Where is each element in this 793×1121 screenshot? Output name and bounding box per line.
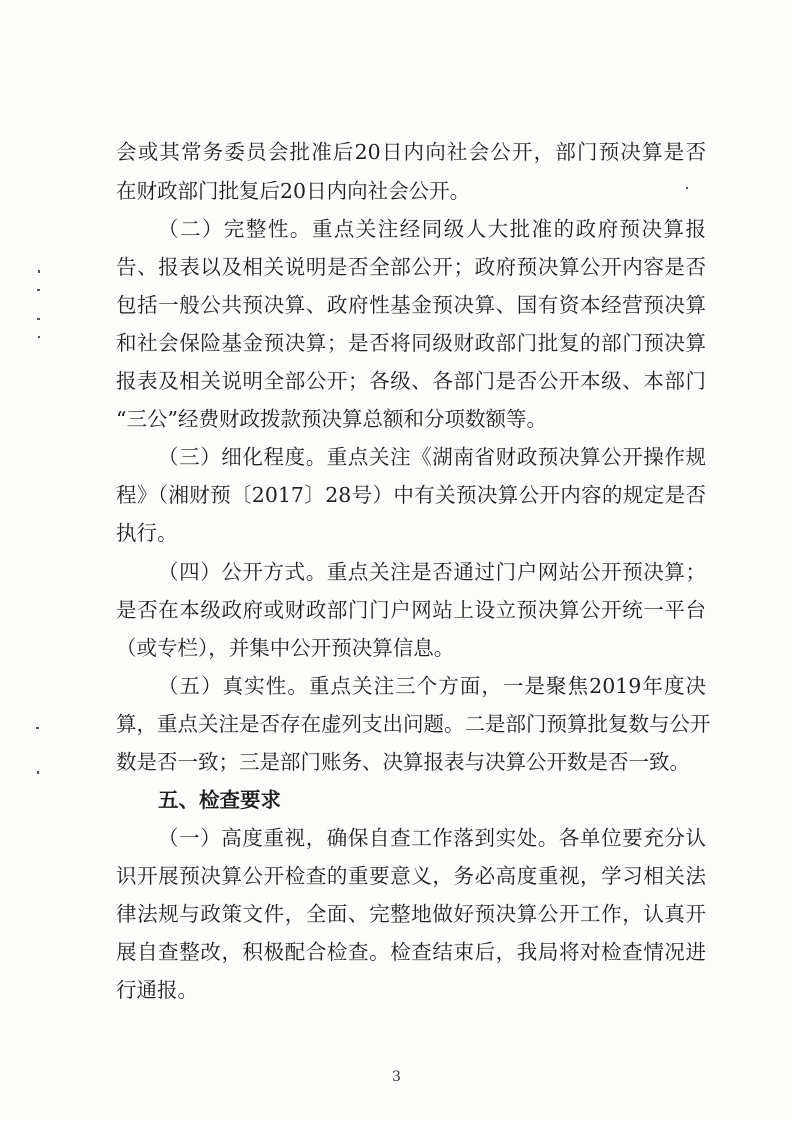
scan-mark — [686, 187, 688, 189]
scan-mark — [38, 270, 40, 273]
body-line: 执行。 — [116, 521, 178, 545]
scan-mark — [38, 336, 40, 338]
body-line: 会或其常务委员会批准后20日内向社会公开，部门预决算是否 — [116, 140, 706, 164]
body-line: 在财政部门批复后20日内向社会公开。 — [116, 179, 471, 203]
body-line: 识开展预决算公开检查的重要意义，务必高度重视，学习相关法 — [116, 864, 706, 888]
section-heading: 五、检查要求 — [158, 788, 281, 812]
scan-mark — [37, 318, 40, 320]
body-line: 和社会保险基金预决算；是否将同级财政部门批复的部门预决算 — [116, 331, 706, 355]
body-line: 数是否一致；三是部门账务、决算报表与决算公开数是否一致。 — [116, 750, 690, 774]
body-line: 行通报。 — [116, 978, 198, 1002]
body-line: 程》（湘财预〔2017〕28号）中有关预决算公开内容的规定是否 — [116, 483, 706, 507]
body-line: （或专栏），并集中公开预决算信息。 — [116, 636, 455, 660]
body-line: 告、报表以及相关说明是否全部公开；政府预决算公开内容是否 — [116, 255, 706, 279]
body-line: 报表及相关说明全部公开；各级、各部门是否公开本级、本部门 — [116, 369, 706, 393]
body-line: 律法规与政策文件，全面、完整地做好预决算公开工作，认真开 — [116, 902, 706, 926]
paragraph-first-line: （五）真实性。重点关注三个方面，一是聚焦2019年度决 — [158, 674, 706, 698]
body-line: 是否在本级政府或财政部门门户网站上设立预决算公开统一平台 — [116, 598, 706, 622]
paragraph-first-line: （四）公开方式。重点关注是否通过门户网站公开预决算； — [158, 560, 706, 584]
scan-mark — [37, 289, 40, 291]
body-line: “三公”经费财政拨款预决算总额和分项数额等。 — [116, 407, 547, 431]
scan-mark — [37, 771, 39, 774]
paragraph-first-line: （三）细化程度。重点关注《湖南省财政预决算公开操作规 — [158, 445, 706, 469]
page-number: 3 — [392, 1069, 401, 1085]
body-line: 展自查整改，积极配合检查。检查结束后，我局将对检查情况进 — [116, 940, 706, 964]
scan-mark — [36, 727, 39, 729]
paragraph-first-line: （一）高度重视，确保自查工作落到实处。各单位要充分认 — [158, 826, 706, 850]
body-line: 包括一般公共预决算、政府性基金预决算、国有资本经营预决算 — [116, 293, 706, 317]
paragraph-first-line: （二）完整性。重点关注经同级人大批准的政府预决算报 — [158, 217, 706, 241]
body-line: 算，重点关注是否存在虚列支出问题。二是部门预算批复数与公开 — [116, 712, 711, 736]
